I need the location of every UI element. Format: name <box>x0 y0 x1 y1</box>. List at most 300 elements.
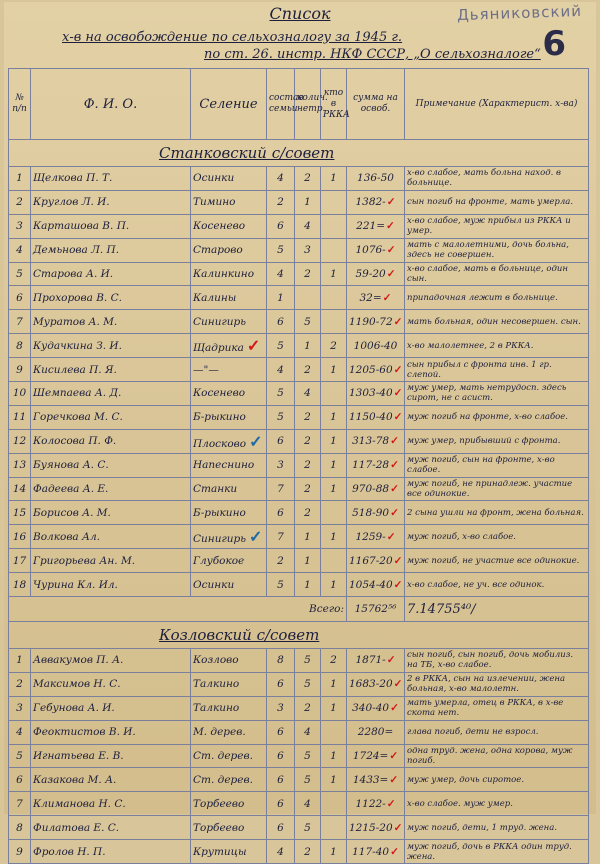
workers-count-cell <box>295 405 321 429</box>
family-size-cell <box>267 792 295 816</box>
person-name: Колосова П. Ф. <box>33 435 117 448</box>
person-name-cell <box>31 573 191 597</box>
village-name: Старово <box>193 244 243 257</box>
rkka-count-cell <box>321 816 347 840</box>
row-number: 18 <box>12 578 27 591</box>
rkka-count: 1 <box>330 435 337 448</box>
row-note: мать с малолетними, дочь больна, здесь не совершен. <box>407 240 569 261</box>
row-note-cell <box>405 334 589 358</box>
exemption-sum-cell <box>347 286 405 310</box>
person-name-cell <box>31 549 191 573</box>
workers-count-cell <box>295 744 321 768</box>
table-row <box>9 696 589 720</box>
village-name: Осинки <box>193 578 235 591</box>
row-note: муж погиб, сын на фронте, х-во слабое. <box>407 455 555 476</box>
exemption-sum-cell <box>347 573 405 597</box>
row-number-cell <box>9 310 31 334</box>
exemption-sum-cell <box>347 792 405 816</box>
exemption-sum: 313-78 <box>352 435 390 448</box>
row-note-cell <box>405 262 589 286</box>
person-name: Шемпаева А. Д. <box>33 387 122 400</box>
rkka-count: 1 <box>330 483 337 496</box>
person-name: Максимов Н. С. <box>33 678 121 691</box>
workers-count: 2 <box>304 268 311 280</box>
row-number: 5 <box>16 750 23 763</box>
person-name-cell <box>31 525 191 549</box>
exemption-sum-cell <box>347 816 405 840</box>
red-checkmark-icon: ✓ <box>393 387 403 400</box>
exemption-sum: 1303-40 <box>349 387 393 400</box>
workers-count-cell <box>295 768 321 792</box>
row-number: 7 <box>16 315 23 328</box>
exemption-table <box>8 68 589 864</box>
rkka-count-cell <box>321 768 347 792</box>
workers-count-cell <box>295 358 321 382</box>
person-name: Фролов Н. П. <box>33 845 106 858</box>
exemption-sum: 117-28 <box>352 459 390 472</box>
rkka-count-cell <box>321 744 347 768</box>
family-size-cell <box>267 286 295 310</box>
row-note-cell <box>405 382 589 406</box>
section-name: Станковский с/совет <box>9 140 589 167</box>
row-number-cell <box>9 382 31 406</box>
red-checkmark-icon: ✓ <box>389 750 399 763</box>
row-number: 17 <box>12 554 27 567</box>
col-header-village: Селение <box>191 69 267 140</box>
exemption-sum-cell <box>347 744 405 768</box>
village-name-cell <box>191 672 267 696</box>
family-size-cell <box>267 238 295 262</box>
village-name: Косенево <box>193 220 246 233</box>
workers-count-cell <box>295 214 321 238</box>
section-row <box>9 140 589 167</box>
row-note-cell <box>405 816 589 840</box>
workers-count: 5 <box>304 654 311 667</box>
person-name: Прохорова В. С. <box>33 291 122 304</box>
village-name: М. дерев. <box>193 726 246 739</box>
workers-count: 5 <box>304 773 311 786</box>
table-row <box>9 816 589 840</box>
exemption-sum: 1076- <box>355 244 386 257</box>
family-size: 6 <box>277 821 284 834</box>
rkka-count-cell <box>321 453 347 477</box>
workers-count: 4 <box>304 220 311 233</box>
red-checkmark-icon: ✓ <box>389 773 399 786</box>
row-note: муж погиб, дети, 1 труд. жена. <box>407 822 558 833</box>
exemption-sum-cell <box>347 649 405 673</box>
row-number-cell <box>9 744 31 768</box>
village-name-cell <box>191 405 267 429</box>
row-number: 15 <box>12 506 27 519</box>
family-size: 6 <box>277 750 284 763</box>
row-note-cell <box>405 214 589 238</box>
row-note-cell <box>405 573 589 597</box>
exemption-sum-cell <box>347 167 405 191</box>
village-name-cell <box>191 696 267 720</box>
rkka-count-cell <box>321 190 347 214</box>
village-name-cell <box>191 549 267 573</box>
person-name-cell <box>31 358 191 382</box>
table-row <box>9 672 589 696</box>
red-checkmark-icon: ✓ <box>246 336 261 356</box>
person-name: Казакова М. А. <box>33 773 117 786</box>
workers-count-cell <box>295 334 321 358</box>
workers-count-cell <box>295 453 321 477</box>
village-name-cell <box>191 286 267 310</box>
family-size: 2 <box>277 196 284 209</box>
red-checkmark-icon: ✓ <box>393 578 403 591</box>
row-number: 3 <box>16 702 23 715</box>
person-name: Кудачкина З. И. <box>33 339 122 352</box>
row-note: 2 сына ушли на фронт, жена больная. <box>407 507 584 518</box>
family-size: 1 <box>277 291 284 304</box>
rkka-count: 1 <box>330 530 337 543</box>
col-header-sum: сумма на освоб. <box>347 69 405 140</box>
workers-count-cell <box>295 382 321 406</box>
table-row <box>9 382 589 406</box>
section-name: Козловский с/совет <box>9 622 589 649</box>
row-number: 8 <box>16 821 23 834</box>
row-number-cell <box>9 286 31 310</box>
row-note-cell <box>405 744 589 768</box>
row-number-cell <box>9 840 31 864</box>
village-name-cell <box>191 310 267 334</box>
family-size-cell <box>267 768 295 792</box>
red-checkmark-icon: ✓ <box>386 654 396 667</box>
row-number: 8 <box>16 339 23 352</box>
village-name: Напеснино <box>193 459 255 472</box>
col-header-rkka: кто в РККА <box>321 69 347 140</box>
red-checkmark-icon: ✓ <box>390 506 399 519</box>
village-name: Синигирь <box>193 533 246 546</box>
red-checkmark-icon: ✓ <box>382 291 392 304</box>
village-name: Ст. дерев. <box>193 773 253 786</box>
person-name: Горечкова М. С. <box>33 411 123 424</box>
workers-count: 1 <box>304 578 311 591</box>
row-note-cell <box>405 310 589 334</box>
row-note: муж погиб, х-во слабое. <box>407 531 517 542</box>
person-name-cell <box>31 768 191 792</box>
row-note-cell <box>405 720 589 744</box>
workers-count: 2 <box>304 506 311 519</box>
workers-count-cell <box>295 525 321 549</box>
table-row <box>9 358 589 382</box>
family-size: 5 <box>277 387 284 400</box>
village-name-cell <box>191 334 267 358</box>
red-checkmark-icon: ✓ <box>390 459 399 472</box>
row-note: муж погиб на фронте, х-во слабое. <box>407 412 568 423</box>
workers-count-cell <box>295 573 321 597</box>
person-name: Климанова Н. С. <box>33 797 126 810</box>
row-note: х-во слабое, мать в больнице, один сын. <box>407 264 568 284</box>
person-name: Чурина Кл. Ил. <box>33 578 118 591</box>
row-note-cell <box>405 525 589 549</box>
person-name: Григорьева Ан. М. <box>33 554 136 567</box>
rkka-count: 1 <box>330 678 337 691</box>
col-header-workers: колич. нетр. <box>295 69 321 140</box>
village-name-cell <box>191 792 267 816</box>
exemption-sum-cell <box>347 238 405 262</box>
person-name-cell <box>31 429 191 453</box>
row-note-cell <box>405 792 589 816</box>
rkka-count: 1 <box>330 773 337 786</box>
workers-count-cell <box>295 672 321 696</box>
row-number-cell <box>9 649 31 673</box>
family-size: 5 <box>277 578 284 591</box>
village-name: Синигирь <box>193 315 246 328</box>
red-checkmark-icon: ✓ <box>393 821 403 834</box>
village-name-cell <box>191 720 267 744</box>
village-name-cell <box>191 358 267 382</box>
person-name-cell <box>31 672 191 696</box>
village-name: Талкино <box>193 702 240 715</box>
row-number-cell <box>9 429 31 453</box>
person-name: Игнатьева Е. В. <box>33 750 124 763</box>
total-pct-cell <box>405 597 589 622</box>
family-size: 6 <box>277 220 284 233</box>
village-name: Козлово <box>193 654 239 667</box>
village-name-cell <box>191 477 267 501</box>
table-row <box>9 840 589 864</box>
row-number-cell <box>9 768 31 792</box>
table-row <box>9 405 589 429</box>
exemption-sum-cell <box>347 214 405 238</box>
workers-count-cell <box>295 501 321 525</box>
exemption-sum-cell <box>347 382 405 406</box>
row-note-cell <box>405 190 589 214</box>
document-subtitle-1: х-в на освобождение по сельхозналогу за 1945 г. <box>62 30 403 45</box>
row-number-cell <box>9 816 31 840</box>
table-row <box>9 262 589 286</box>
person-name-cell <box>31 286 191 310</box>
exemption-sum-cell <box>347 525 405 549</box>
red-checkmark-icon: ✓ <box>390 702 399 715</box>
rkka-count-cell <box>321 549 347 573</box>
exemption-sum-cell <box>347 501 405 525</box>
row-note-cell <box>405 549 589 573</box>
row-number: 16 <box>12 530 27 543</box>
family-size: 5 <box>277 339 284 352</box>
row-number: 10 <box>12 387 27 400</box>
row-note: х-во слабое, муж прибыл из РККА и умер. <box>407 216 571 237</box>
row-number-cell <box>9 167 31 191</box>
person-name-cell <box>31 334 191 358</box>
person-name-cell <box>31 501 191 525</box>
exemption-sum: 1433= <box>352 773 389 786</box>
rkka-count-cell <box>321 792 347 816</box>
family-size: 4 <box>277 268 284 280</box>
exemption-sum: 1259- <box>355 530 386 543</box>
exemption-sum: 59-20 <box>355 268 386 280</box>
person-name-cell <box>31 792 191 816</box>
workers-count-cell <box>295 167 321 191</box>
exemption-sum: 340-40 <box>352 702 390 715</box>
table-row <box>9 310 589 334</box>
rkka-count-cell <box>321 358 347 382</box>
workers-count: 4 <box>304 387 311 400</box>
rkka-count: 1 <box>330 411 337 424</box>
document-sheet <box>4 1 596 862</box>
rkka-count-cell <box>321 696 347 720</box>
row-number-cell <box>9 405 31 429</box>
red-checkmark-icon: ✓ <box>393 363 403 376</box>
family-size-cell <box>267 477 295 501</box>
red-checkmark-icon: ✓ <box>390 435 399 448</box>
person-name: Муратов А. М. <box>33 315 118 328</box>
exemption-sum: 1122- <box>355 797 386 810</box>
family-size-cell <box>267 816 295 840</box>
row-note: муж умер, прибывший с фронта. <box>407 436 561 447</box>
page-number: 6 <box>542 24 566 64</box>
rkka-count: 1 <box>330 578 337 591</box>
total-label-cell <box>9 597 347 622</box>
person-name-cell <box>31 696 191 720</box>
row-note: муж погиб, дочь в РККА один труд. жена. <box>407 841 572 862</box>
row-note-cell <box>405 453 589 477</box>
family-size-cell <box>267 262 295 286</box>
village-name-cell <box>191 744 267 768</box>
family-size: 7 <box>277 530 284 543</box>
family-size: 5 <box>277 411 284 424</box>
row-note: х-во слабое, не уч. все одинок. <box>407 579 545 590</box>
col-header-family: состав семьи <box>267 69 295 140</box>
village-name: Щадрика <box>193 342 244 355</box>
row-note-cell <box>405 429 589 453</box>
exemption-sum: 970-88 <box>352 483 390 496</box>
person-name-cell <box>31 214 191 238</box>
workers-count: 2 <box>304 411 311 424</box>
workers-count: 1 <box>304 530 311 543</box>
row-note-cell <box>405 501 589 525</box>
table-row <box>9 720 589 744</box>
col-header-note: Примечание (Характерист. х-ва) <box>405 69 589 140</box>
workers-count-cell <box>295 816 321 840</box>
col-header-num: № п/п <box>9 69 31 140</box>
table-row <box>9 549 589 573</box>
red-checkmark-icon: ✓ <box>386 530 396 543</box>
row-number: 5 <box>16 268 23 280</box>
red-checkmark-icon: ✓ <box>386 797 396 810</box>
row-note: муж умер, дочь сиротое. <box>407 774 525 785</box>
document-subtitle-2: по ст. 26. инстр. НКФ СССР, „О сельхозналоге“ <box>204 47 541 62</box>
workers-count: 2 <box>304 363 311 376</box>
rkka-count: 1 <box>330 363 337 376</box>
person-name-cell <box>31 262 191 286</box>
red-checkmark-icon: ✓ <box>386 220 395 233</box>
row-note: одна труд. жена, одна корова, муж погиб. <box>407 746 573 767</box>
rkka-count-cell <box>321 382 347 406</box>
row-note-cell <box>405 672 589 696</box>
family-size: 6 <box>277 678 284 691</box>
row-number: 7 <box>16 797 23 810</box>
family-size-cell <box>267 453 295 477</box>
rkka-count: 1 <box>330 459 337 472</box>
row-number: 12 <box>12 435 27 448</box>
person-name-cell <box>31 238 191 262</box>
rkka-count: 1 <box>330 750 337 763</box>
rkka-count: 1 <box>330 172 337 185</box>
exemption-sum-cell <box>347 358 405 382</box>
workers-count: 2 <box>304 435 311 448</box>
family-size: 6 <box>277 315 284 328</box>
village-name: —"— <box>193 363 219 376</box>
red-checkmark-icon: ✓ <box>393 315 403 328</box>
row-note: муж погиб, не участие все одинокие. <box>407 555 580 566</box>
row-number-cell <box>9 672 31 696</box>
exemption-sum-cell <box>347 840 405 864</box>
workers-count: 2 <box>304 172 311 185</box>
exemption-sum-cell <box>347 768 405 792</box>
family-size: 6 <box>277 506 284 519</box>
family-size-cell <box>267 549 295 573</box>
village-name-cell <box>191 382 267 406</box>
exemption-sum: 1215-20 <box>349 821 393 834</box>
workers-count-cell <box>295 649 321 673</box>
row-note: сын погиб, сын погиб, дочь мобилиз. на ТБ, х-во слабое. <box>407 650 574 671</box>
family-size: 5 <box>277 244 284 257</box>
family-size: 4 <box>277 172 284 185</box>
table-row <box>9 573 589 597</box>
rkka-count-cell <box>321 214 347 238</box>
family-size: 6 <box>277 797 284 810</box>
table-row <box>9 453 589 477</box>
person-name: Щелкова П. Т. <box>33 172 113 185</box>
workers-count-cell <box>295 286 321 310</box>
row-number: 9 <box>16 363 23 376</box>
exemption-sum: 1054-40 <box>349 578 393 591</box>
family-size-cell <box>267 358 295 382</box>
table-row <box>9 429 589 453</box>
family-size-cell <box>267 167 295 191</box>
person-name-cell <box>31 720 191 744</box>
person-name: Кисилева П. Я. <box>33 363 117 376</box>
exemption-sum: 1382- <box>355 196 386 209</box>
family-size-cell <box>267 310 295 334</box>
family-size-cell <box>267 382 295 406</box>
person-name-cell <box>31 453 191 477</box>
rkka-count-cell <box>321 405 347 429</box>
rkka-count-cell <box>321 167 347 191</box>
rkka-count-cell <box>321 573 347 597</box>
rkka-count: 1 <box>330 268 337 280</box>
exemption-sum: 1683-20 <box>349 678 393 691</box>
family-size: 7 <box>277 483 284 496</box>
rkka-count-cell <box>321 238 347 262</box>
rkka-count-cell <box>321 310 347 334</box>
village-name-cell <box>191 573 267 597</box>
exemption-sum: 136-50 <box>357 172 394 185</box>
rkka-count-cell <box>321 840 347 864</box>
rkka-count-cell <box>321 720 347 744</box>
village-name-cell <box>191 453 267 477</box>
red-checkmark-icon: ✓ <box>390 845 399 858</box>
table-row <box>9 649 589 673</box>
family-size-cell <box>267 672 295 696</box>
row-number: 1 <box>16 172 23 185</box>
workers-count: 2 <box>304 845 311 858</box>
exemption-sum-cell <box>347 672 405 696</box>
person-name-cell <box>31 405 191 429</box>
rkka-count: 1 <box>330 702 337 715</box>
person-name: Демьнова Л. П. <box>33 244 120 257</box>
person-name-cell <box>31 744 191 768</box>
row-note: мать умерла, отец в РККА, в х-ве скота нет. <box>407 698 564 719</box>
table-row <box>9 214 589 238</box>
red-checkmark-icon: ✓ <box>386 268 396 280</box>
row-number: 4 <box>16 726 23 739</box>
section-row <box>9 622 589 649</box>
village-name: Торбеево <box>193 821 245 834</box>
